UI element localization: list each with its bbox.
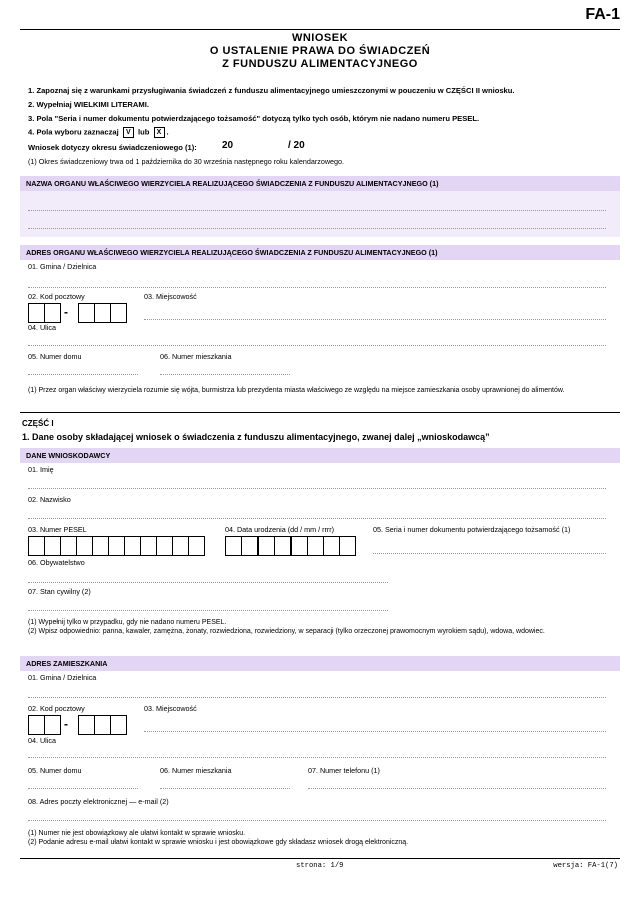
kod-boxes-1[interactable] <box>28 715 60 735</box>
organ-kod-dash: - <box>64 305 68 319</box>
imie-line[interactable] <box>28 488 606 489</box>
organ-gmina-label: 01. Gmina / Dzielnica <box>28 262 97 271</box>
email-line[interactable] <box>28 820 606 821</box>
organ-kod-label: 02. Kod pocztowy <box>28 292 85 301</box>
applicant-note-2: (2) Wpisz odpowiednio: panna, kawaler, zamężna, żonaty, rozwiedziona, rozwiedziony, w separacji (tylko orzeczonej prawomocnym wyrokiem sądu), wdowa, wdowiec. <box>28 628 545 635</box>
organ-gmina-line[interactable] <box>28 287 606 288</box>
top-rule <box>20 29 620 30</box>
period-to[interactable]: / 20 <box>288 140 305 151</box>
organ-name-line-2 <box>28 228 606 229</box>
stan-label: 07. Stan cywilny (2) <box>28 587 91 596</box>
instruction-2: 2. Wypełniaj WIELKIMI LITERAMI. <box>28 100 149 109</box>
gmina-line[interactable] <box>28 697 606 698</box>
organ-address-header: ADRES ORGANU WŁAŚCIWEGO WIERZYCIELA REALIZUJĄCEGO ŚWIADCZENIA Z FUNDUSZU ALIMENTACYJNEGO (1) <box>20 245 620 260</box>
stan-line[interactable] <box>28 610 388 611</box>
organ-note: (1) Przez organ właściwy wierzyciela rozumie się wójta, burmistrza lub prezydenta miasta właściwego ze względu na miejsce zamieszkania osoby uprawnionej do alimentów. <box>28 387 565 394</box>
organ-ulica-line[interactable] <box>28 345 606 346</box>
organ-nr-domu-line[interactable] <box>28 374 138 375</box>
title-line-2: O USTALENIE PRAWA DO ŚWIADCZEŃ <box>209 45 431 57</box>
organ-miejscowosc-label: 03. Miejscowość <box>144 292 197 301</box>
address-note-2: (2) Podanie adresu e-mail ułatwi kontakt w sprawie wniosku i jest obowiązkowe gdy składasz wniosek drogą elektroniczną. <box>28 839 409 846</box>
organ-kod-boxes-1[interactable] <box>28 303 60 323</box>
part1-rule <box>20 412 620 413</box>
organ-kod-boxes-2[interactable] <box>78 303 126 323</box>
kod-label: 02. Kod pocztowy <box>28 704 85 713</box>
organ-name-header: NAZWA ORGANU WŁAŚCIWEGO WIERZYCIELA REALIZUJĄCEGO ŚWIADCZENIA Z FUNDUSZU ALIMENTACYJNEGO (1) <box>20 176 620 191</box>
period-from[interactable]: 20 <box>222 140 234 151</box>
nr-mieszkania-label: 06. Numer mieszkania <box>160 766 232 775</box>
nr-domu-label: 05. Numer domu <box>28 766 82 775</box>
pesel-boxes[interactable] <box>28 536 204 556</box>
miejscowosc-line[interactable] <box>144 731 606 732</box>
check-v-icon: V <box>123 127 134 138</box>
period-note: (1) Okres świadczeniowy trwa od 1 października do 30 września następnego roku kalendarzowego. <box>28 157 345 166</box>
form-code: FA-1 <box>585 6 620 23</box>
title-line-3: Z FUNDUSZU ALIMENTACYJNEGO <box>222 58 418 70</box>
period-label: Wniosek dotyczy okresu świadczeniowego (1): <box>28 143 197 152</box>
dokument-line[interactable] <box>373 553 606 554</box>
nr-domu-line[interactable] <box>28 788 138 789</box>
address-header: ADRES ZAMIESZKANIA <box>20 656 620 671</box>
ulica-line[interactable] <box>28 757 606 758</box>
page-number: strona: 1/9 <box>296 862 344 870</box>
title-line-1: WNIOSEK <box>291 32 349 44</box>
organ-nr-domu-label: 05. Numer domu <box>28 352 82 361</box>
organ-nr-mieszkania-label: 06. Numer mieszkania <box>160 352 232 361</box>
email-label: 08. Adres poczty elektronicznej — e-mail (2) <box>28 797 169 806</box>
telefon-label: 07. Numer telefonu (1) <box>308 766 380 775</box>
nazwisko-label: 02. Nazwisko <box>28 495 71 504</box>
organ-miejscowosc-line[interactable] <box>144 319 606 320</box>
part1-label: CZĘŚĆ I <box>22 419 54 428</box>
telefon-line[interactable] <box>308 788 606 789</box>
nr-mieszkania-line[interactable] <box>160 788 290 789</box>
form-version: wersja: FA-1(7) <box>553 862 618 870</box>
obywatelstwo-label: 06. Obywatelstwo <box>28 558 85 567</box>
nazwisko-line[interactable] <box>28 518 606 519</box>
ulica-label: 04. Ulica <box>28 736 56 745</box>
miejscowosc-label: 03. Miejscowość <box>144 704 197 713</box>
check-x-icon: X <box>154 127 165 138</box>
footer-rule <box>20 858 620 859</box>
kod-dash: - <box>64 717 68 731</box>
organ-ulica-label: 04. Ulica <box>28 323 56 332</box>
instruction-1: 1. Zapoznaj się z warunkami przysługiwania świadczeń z funduszu alimentacyjnego umieszczonymi w pouczeniu w CZĘŚCI II wniosku. <box>28 86 515 95</box>
instruction-4-text: 4. Pola wyboru zaznaczaj <box>28 127 119 137</box>
imie-label: 01. Imię <box>28 465 54 474</box>
instruction-3: 3. Pola "Seria i numer dokumentu potwierdzającego tożsamość" dotyczą tylko tych osób, którym nie nadano numeru PESEL. <box>28 114 480 123</box>
instruction-4-end: . <box>166 127 169 137</box>
pesel-label: 03. Numer PESEL <box>28 525 87 534</box>
applicant-header: DANE WNIOSKODAWCY <box>20 448 620 463</box>
dokument-label: 05. Seria i numer dokumentu potwierdzającego tożsamość (1) <box>373 525 571 534</box>
applicant-note-1: (1) Wypełnij tylko w przypadku, gdy nie nadano numeru PESEL. <box>28 619 227 626</box>
kod-boxes-2[interactable] <box>78 715 126 735</box>
instruction-4 <box>28 127 169 138</box>
organ-name-line-1 <box>28 210 606 211</box>
instruction-4-or: lub <box>137 127 150 137</box>
gmina-label: 01. Gmina / Dzielnica <box>28 673 97 682</box>
data-ur-label: 04. Data urodzenia (dd / mm / rrrr) <box>225 525 335 534</box>
obywatelstwo-line[interactable] <box>28 582 388 583</box>
part1-title: 1. Dane osoby składającej wniosek o świadczenia z funduszu alimentacyjnego, zwanej dalej „wnioskodawcą” <box>22 432 490 442</box>
organ-name-field[interactable] <box>20 191 620 237</box>
data-ur-boxes[interactable] <box>225 536 355 556</box>
address-note-1: (1) Numer nie jest obowiązkowy ale ułatwi kontakt w sprawie wniosku. <box>28 830 246 837</box>
organ-nr-mieszkania-line[interactable] <box>160 374 290 375</box>
